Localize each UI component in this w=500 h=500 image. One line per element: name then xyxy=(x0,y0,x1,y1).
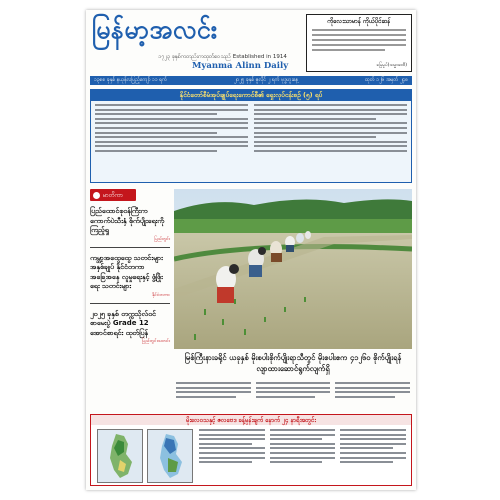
contents-item-tag: နိုင်ငံတကာ xyxy=(152,292,170,298)
divider xyxy=(90,247,170,248)
contents-badge-label: မာတိကာ xyxy=(103,191,124,199)
quote-title: ကိုလေးသာမာန် ကိုယ်ပိုင်ဆန် xyxy=(327,18,391,25)
contents-badge xyxy=(90,189,136,201)
masthead-title: မြန်မာ့အလင်း xyxy=(92,15,218,44)
date-strip xyxy=(90,76,412,85)
text-line xyxy=(312,39,406,41)
contents-item-tag: ပြည်တွင်း xyxy=(154,236,170,242)
contents-item[interactable]: ၂၀၂၅ ခုနှစ် တက္ကသိုလ်ဝင် စာမေးပွဲ Grade 12 အောင်စာရင်း ထုတ်ပြန် xyxy=(90,309,156,337)
photo-story-body xyxy=(176,382,410,412)
lunar-date: ၁၃၈၈ ခုနှစ် နယုန်လပြည့်ကျော် ၁၁ ရက် xyxy=(94,77,167,83)
quote-signature: မြေမှုပ်(သမ္မာဒေဝီ) xyxy=(376,63,407,68)
quote-box xyxy=(306,14,412,72)
headline-box xyxy=(90,89,412,183)
photo-headline: မြစ်ကြီးနားခရိုင် ယခုနှစ် မိုးစပါးစိုက်ပျိုးရာသီတွင် မိုးစပါးဧက ၄၁၂၆၀ စိုက်ပျိုးရန် လျာထားဆောင်ရွက်လျက်ရှိ xyxy=(184,353,402,373)
headline-column xyxy=(95,104,248,178)
headline-column xyxy=(254,104,407,178)
contents-item[interactable]: ကမ္ဘာ့အထွေထွေ သတင်းများ အနှစ်ချုပ် နိုင်ငံတကာ အခြေအနေ လူမှုရေးနှင့် ဖွံ့ဖြိုးရေး သတင်းများ xyxy=(90,253,163,290)
weather-map xyxy=(147,429,193,483)
text-line xyxy=(312,29,406,31)
weather-maps xyxy=(97,429,193,483)
circle-icon xyxy=(93,192,100,199)
text-line xyxy=(312,49,385,51)
contents-item[interactable]: ပြည်ထောင်စုဝန်ကြီးက ကောက်ပဲသီးနှံ စိုက်ပျိုးရေးကို ကြည့်ရှု xyxy=(90,207,165,234)
divider xyxy=(90,303,170,304)
weather-map xyxy=(97,429,143,483)
masthead xyxy=(92,14,300,72)
headline-title: နိုင်ငံတော်စီမံအုပ်ချုပ်ရေးကောင်စီ၏ ရှေးလုပ်ငန်းစဉ် (၅) ရပ် xyxy=(91,90,411,101)
weather-body xyxy=(199,429,406,481)
weather-box xyxy=(90,414,412,486)
issue-date: ၂၀၂၅ ခုနှစ် ဇူလိုင် ၂ ရက် ဗုဒ္ဓဟူးနေ့ xyxy=(233,77,299,83)
contents-sidebar xyxy=(90,189,170,409)
newspaper-page xyxy=(86,10,416,490)
contents-item-tag: ပြည်တွင်းသတင်း xyxy=(141,339,170,344)
rice-planting-photo xyxy=(174,189,412,349)
masthead-tagline: ၁၇၂၃ ခုနှစ်ကတည်းကထုတ်ဝေသည် Established in 1914 xyxy=(158,54,287,60)
issue-number: ထုတ် ၁၂၆ အမှတ် ၂၄၈ xyxy=(365,77,408,83)
masthead-english-name: Myanma Alinn Daily xyxy=(192,61,289,71)
text-line xyxy=(312,44,406,46)
headline-body xyxy=(95,104,407,178)
text-line xyxy=(312,34,406,36)
weather-title: မိုးလေဝသနှင့် ဇလဗေဒ ခန့်မှန်းချက် နောက် ၂၄ နာရီအတွင်း xyxy=(91,415,411,425)
